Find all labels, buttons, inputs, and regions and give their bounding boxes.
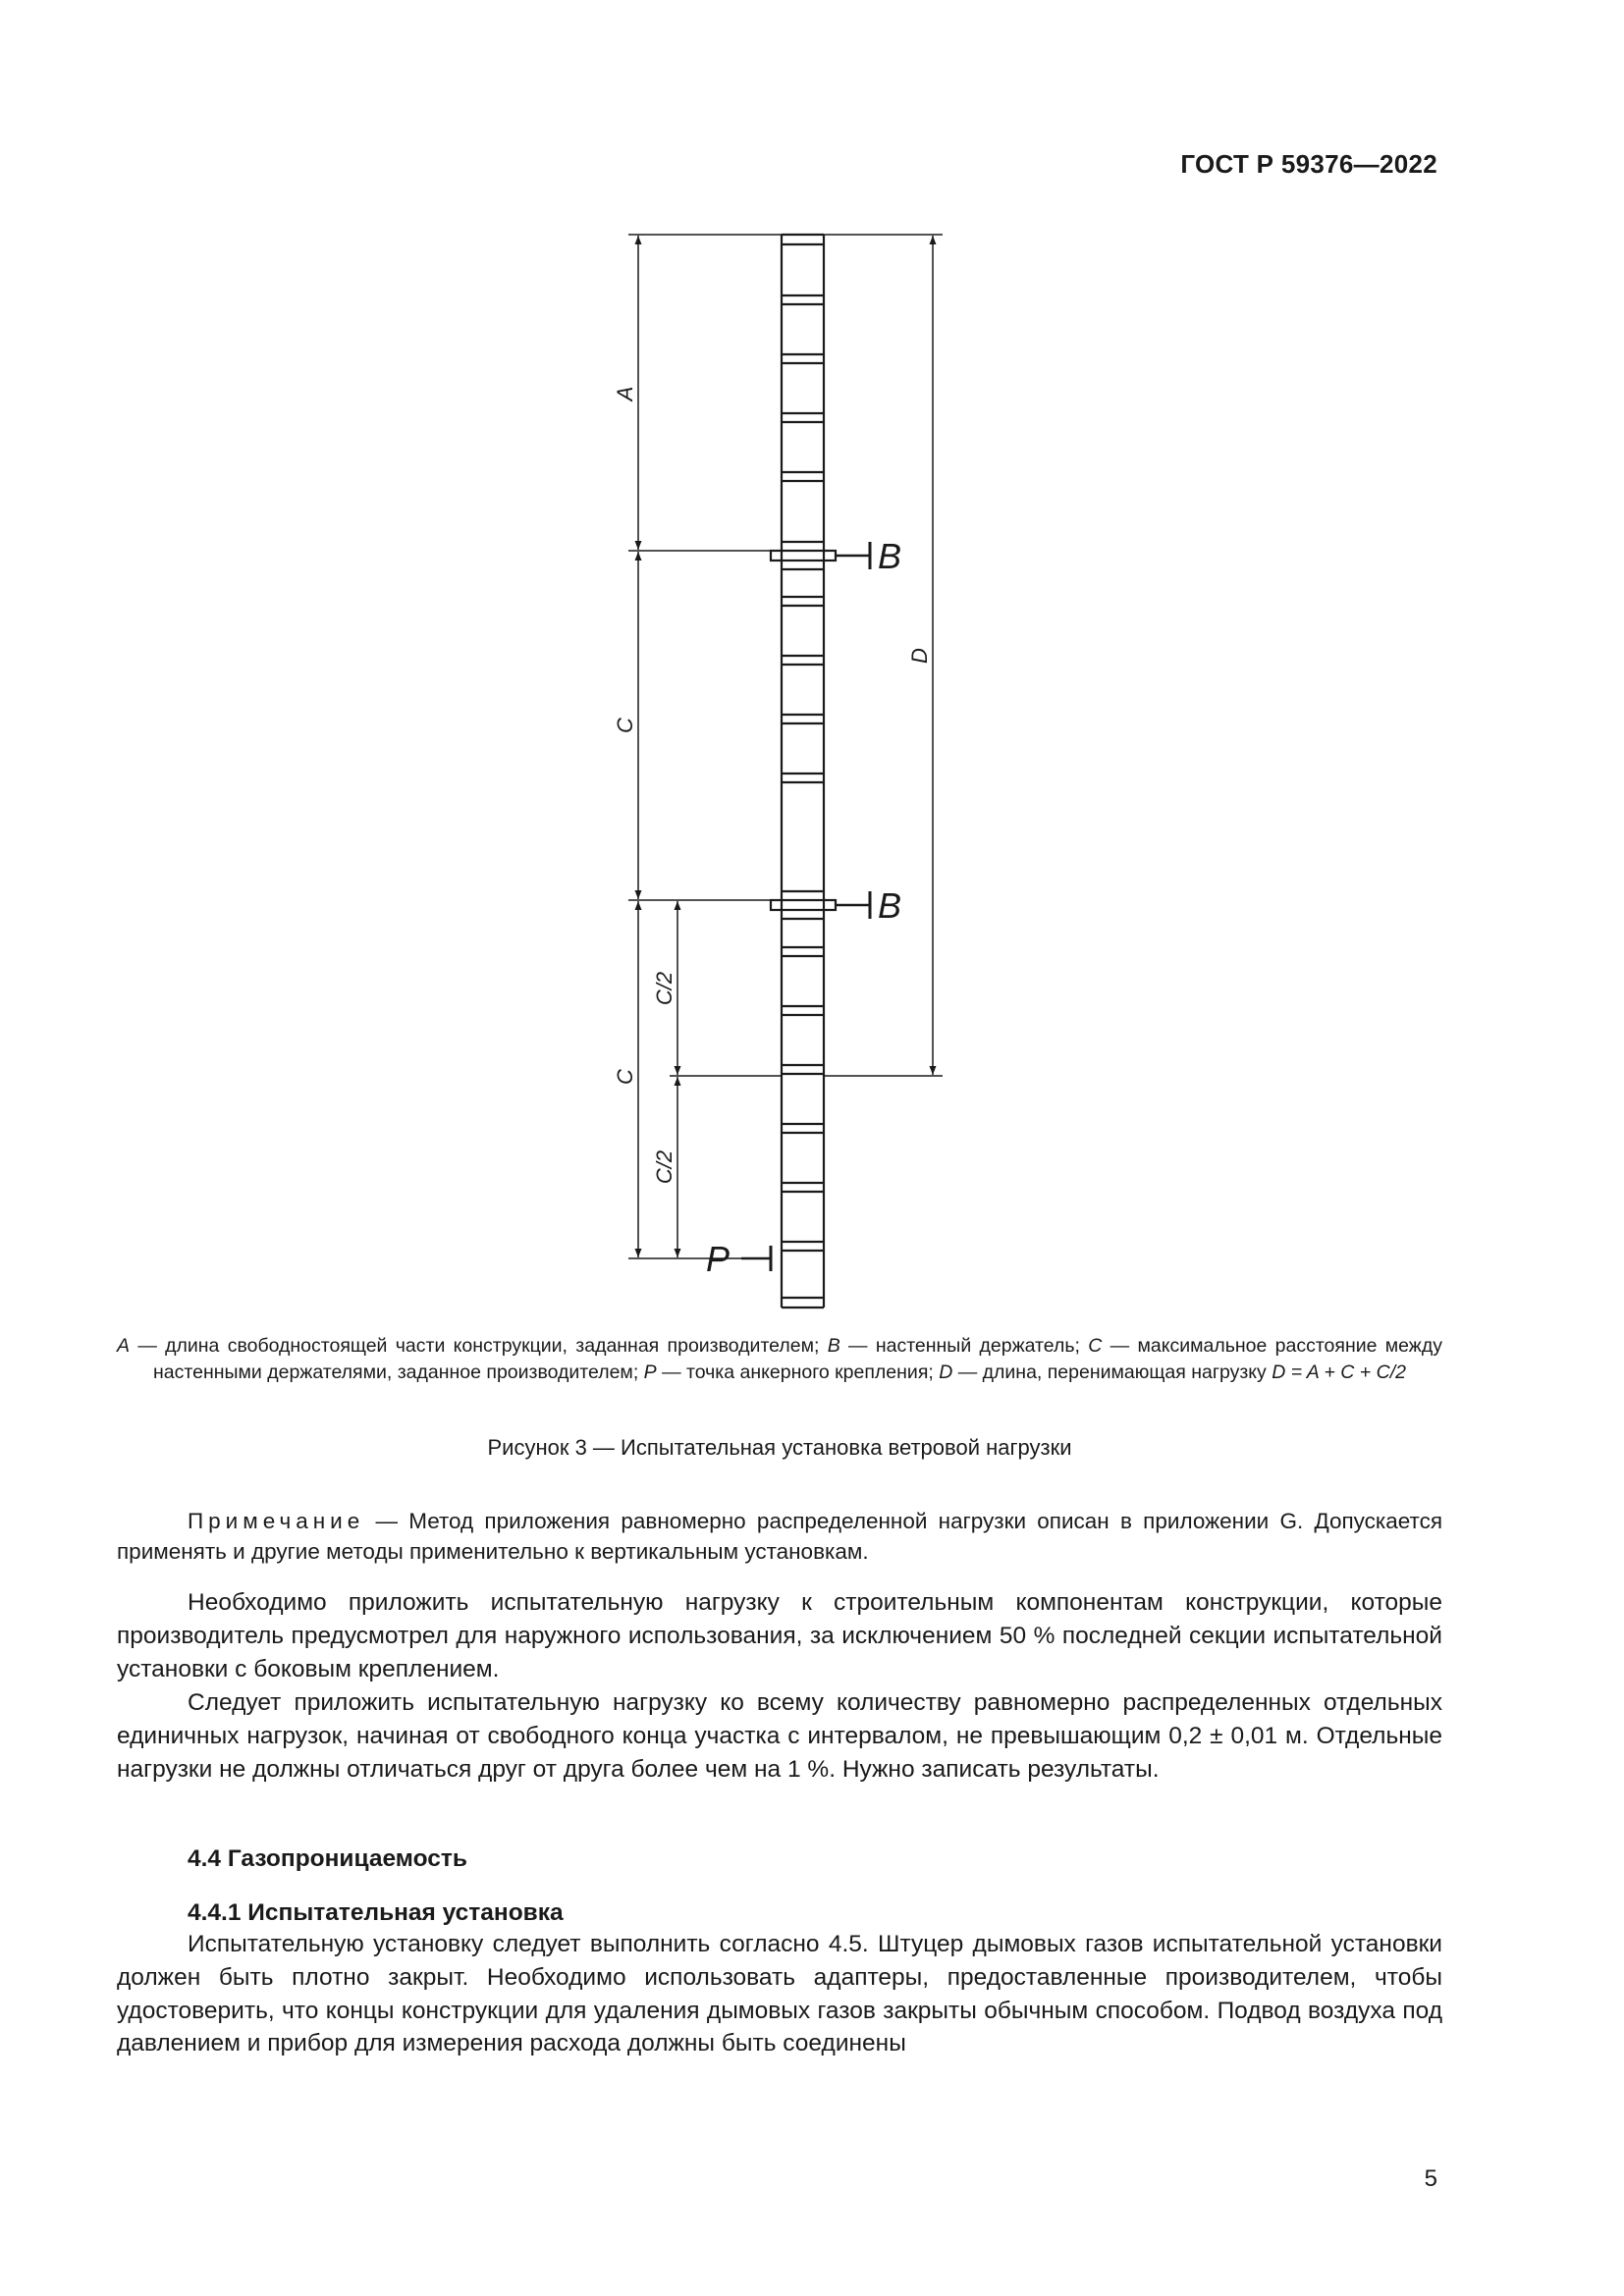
body-paragraph-3: Испытательную установку следует выполнить согласно 4.5. Штуцер дымовых газов испытательной установки должен быть плотно закрыт. Необходимо использовать адаптеры, предоставленные производителем, чтобы удостоверить, что концы конструкции для удаления дымовых газов закрыты обычным способом. Подвод воздуха под давлением и прибор для измерения расхода должны быть соединены (117, 1931, 1442, 2057)
wind-load-test-figure (530, 216, 982, 1320)
body-paragraph-2: Следует приложить испытательную нагрузку ко всему количеству равномерно распределенных отдельных единичных нагрузок, начиная от свободного конца участка с интервалом, не превышающим 0,2 ± 0,01 м. Отдельные нагрузки не должны отличаться друг от друга более чем на 1 %. Нужно записать результаты. (117, 1689, 1442, 1783)
label-d: D (907, 648, 932, 664)
standard-header: ГОСТ Р 59376—2022 (1180, 149, 1437, 179)
figure-caption: Рисунок 3 — Испытательная установка ветровой нагрузки (487, 1435, 1072, 1460)
anchor-point-p (741, 1246, 771, 1271)
label-b-upper: B (878, 536, 902, 576)
label-c-upper: C (613, 718, 637, 733)
figure-legend: A — длина свободностоящей части конструкции, заданная производителем; B — настенный держатель; C — максимальное расстояние между настенными держателями, заданное производителем; P — точка анкерного крепления; D — длина, перенимающая нагрузку D = A + C + C/2 (117, 1335, 1442, 1383)
page-number: 5 (1424, 2165, 1437, 2192)
label-c2-lower: C/2 (652, 1149, 677, 1185)
note-paragraph: Примечание — Метод приложения равномерно распределенной нагрузки описан в приложении G. Допускается применять и другие методы применительно к вертикальным установкам. (117, 1509, 1442, 1565)
extension-lines (628, 235, 943, 1258)
label-b-lower: B (878, 885, 902, 926)
label-c-lower: C (613, 1069, 637, 1085)
label-c2-upper: C/2 (652, 971, 677, 1006)
body-paragraph-1: Необходимо приложить испытательную нагрузку к строительным компонентам конструкции, которые производитель предусмотрел для наружного использования, за исключением 50 % последней секции испытательной установки с боковым креплением. (117, 1589, 1442, 1682)
flue-column (782, 235, 824, 1308)
dimension-lines (638, 236, 933, 1257)
wall-bracket-lower (771, 891, 870, 919)
wall-bracket-upper (771, 542, 870, 569)
pipe-section-joints (782, 295, 824, 1251)
section-heading-4-4: 4.4 Газопроницаемость (188, 1845, 467, 1872)
label-a: A (613, 386, 637, 401)
section-heading-4-4-1: 4.4.1 Испытательная установка (188, 1899, 564, 1926)
label-p: P (706, 1239, 731, 1279)
